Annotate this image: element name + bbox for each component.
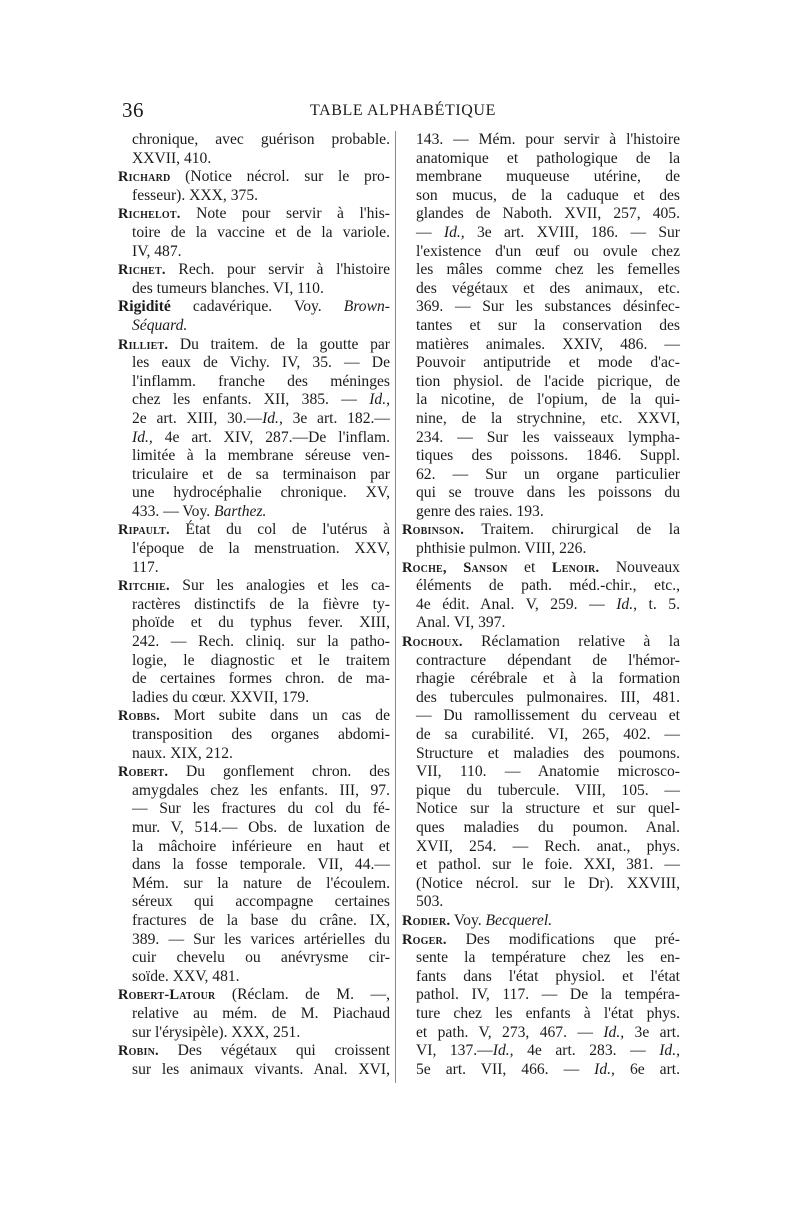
index-line [402, 763, 680, 782]
entry-text: pathol. IV, 117. — De la tempéra- [416, 986, 680, 1004]
entry-name: Robinson. [402, 522, 465, 539]
entry-text: nine, de la strychnine, etc. XXVI, [416, 409, 680, 427]
entry-name: Roger. [402, 931, 447, 948]
entry-text: (Notice nécrol. sur le pro- [170, 168, 390, 186]
entry-text: Pouvoir antiputride et mode d'ac- [416, 354, 680, 372]
entry-text: VI, 137.— [416, 1042, 493, 1060]
entry-text: 117. [132, 558, 159, 576]
index-line [402, 336, 680, 355]
entry-text: État du col de l'utérus à [169, 521, 390, 539]
index-line [402, 1042, 680, 1061]
entry-text: Du traitem. de la goutte par [168, 335, 390, 353]
entry-text: Id., [443, 223, 465, 241]
entry-name: Richard [118, 169, 171, 186]
entry-text: et path. V, 273, 467. — [416, 1023, 604, 1041]
index-line [402, 1005, 680, 1024]
index-line [402, 633, 680, 652]
index-line [402, 726, 680, 745]
index-line [118, 745, 390, 764]
entry-text: 3e art. 182.— [282, 409, 390, 427]
index-line [118, 447, 390, 466]
entry-name: Ripault. [118, 522, 170, 539]
index-line [402, 707, 680, 726]
entry-text: Structure et maladies des poumons. [416, 744, 680, 762]
index-line [118, 261, 390, 280]
index-line [402, 466, 680, 485]
entry-text: Id., [132, 428, 153, 446]
entry-text: XXVII, 410. [132, 149, 212, 167]
index-line [118, 782, 390, 801]
index-line [118, 503, 390, 522]
index-line [402, 838, 680, 857]
index-line [118, 224, 390, 243]
index-line [402, 205, 680, 224]
entry-text: Du gonflement chron. des [168, 763, 390, 781]
index-line [118, 838, 390, 857]
index-line [402, 819, 680, 838]
entry-name: Rodier. [402, 912, 451, 929]
index-line [402, 131, 680, 150]
entry-text: 234. — Sur les vaisseaux lympha- [416, 428, 680, 446]
index-line [402, 261, 680, 280]
entry-name: Robin. [118, 1043, 159, 1060]
entry-text: Voy. [450, 911, 486, 929]
entry-text: Id., [659, 1042, 680, 1060]
entry-text: éléments de path. méd.-chir., etc., [416, 577, 680, 595]
entry-text: Rigidité [118, 298, 171, 316]
index-line [402, 912, 680, 931]
entry-text: l'inflamm. franche des méninges [132, 372, 390, 390]
entry-text: qui se trouve dans les poissons du [416, 484, 680, 502]
entry-text: sur l'érysipèle). XXX, 251. [132, 1023, 301, 1041]
entry-text: 6e art. [614, 1060, 680, 1078]
index-line [118, 875, 390, 894]
entry-text: Notice sur la structure et sur quel- [416, 800, 680, 818]
entry-text: 2e art. XIII, 30.— [132, 409, 263, 427]
entry-name: Robbs. [118, 708, 160, 725]
entry-text: et [507, 558, 552, 576]
index-line [402, 280, 680, 299]
index-line [402, 168, 680, 187]
index-line [118, 986, 390, 1005]
index-line [402, 1061, 680, 1080]
entry-text: glandes de Naboth. XVII, 257, 405. [416, 205, 680, 223]
entry-text: Des végétaux qui croissent [158, 1042, 390, 1060]
entry-text: 143. — Mém. pour servir à l'histoire [416, 131, 680, 148]
entry-name: Rilliet. [118, 336, 169, 353]
column-divider [395, 131, 396, 1083]
index-line [402, 559, 680, 578]
entry-text: Id., [603, 1023, 625, 1041]
index-line [118, 168, 390, 187]
index-line [402, 391, 680, 410]
entry-text: 5e art. VII, 466. — [416, 1060, 595, 1078]
entry-text: Traitem. chirurgical de la [464, 521, 680, 539]
entry-text: Des modifications que pré- [446, 930, 680, 948]
entry-text: Id., [616, 595, 638, 613]
index-line [118, 968, 390, 987]
index-line [402, 373, 680, 392]
entry-text: des végétaux et des animaux, etc. [416, 279, 680, 297]
index-line [118, 893, 390, 912]
index-line [118, 652, 390, 671]
entry-text: ture chez les enfants à l'état phys. [416, 1004, 680, 1022]
right-column [402, 131, 680, 1079]
index-line [402, 429, 680, 448]
index-line [402, 745, 680, 764]
entry-text: sente la température chez les en- [416, 949, 680, 967]
entry-text: logie, le diagnostic et le traitem [132, 651, 390, 669]
entry-name: Richet. [118, 262, 166, 279]
index-line [402, 949, 680, 968]
entry-text: Mort subite dans un cas de [159, 707, 390, 725]
entry-text: anatomique et pathologique de la [416, 149, 680, 167]
entry-text: sur les animaux vivants. Anal. XVI, [132, 1060, 390, 1078]
index-line [118, 856, 390, 875]
entry-text: séreux qui accompagne certaines [132, 893, 390, 911]
entry-text: ractères distinctifs de la fièvre ty- [132, 595, 390, 613]
index-line [402, 931, 680, 950]
entry-text: membrane muqueuse utérine, de [416, 168, 680, 186]
entry-text: toire de la vaccine et de la variole. [132, 223, 390, 241]
index-line [118, 150, 390, 169]
page-number: 36 [122, 98, 144, 122]
index-line [118, 819, 390, 838]
index-line [402, 670, 680, 689]
index-line [118, 763, 390, 782]
entry-name: Rochoux. [402, 634, 463, 651]
entry-text: Mém. sur la nature de l'écoulem. [132, 874, 390, 892]
entry-text: Id., [492, 1042, 514, 1060]
index-line [118, 949, 390, 968]
entry-text: naux. XIX, 212. [132, 744, 233, 762]
entry-text: ladies du cœur. XXVII, 179. [132, 688, 310, 706]
index-line [402, 1024, 680, 1043]
entry-text: 503. [416, 893, 444, 911]
index-line [118, 633, 390, 652]
index-line [402, 540, 680, 559]
index-line [402, 243, 680, 262]
entry-text: Nouveaux [599, 558, 680, 576]
index-line [118, 559, 390, 578]
index-line [402, 800, 680, 819]
entry-text: Id., [594, 1060, 615, 1078]
index-line [118, 670, 390, 689]
index-line [118, 336, 390, 355]
entry-text: chronique, avec guérison probable. [132, 131, 390, 148]
index-line [402, 150, 680, 169]
entry-text: de sa curabilité. VI, 265, 402. — [416, 726, 680, 743]
entry-text: et pathol. sur le foie. XXI, 381. — [416, 856, 680, 874]
entry-text: Id., [262, 409, 283, 427]
index-line [118, 131, 390, 150]
index-line [118, 466, 390, 485]
entry-text: (Réclam. de M. —, [215, 986, 390, 1004]
entry-text: t. 5. [637, 595, 680, 613]
entry-text: les eaux de Vichy. IV, 35. — De [132, 354, 390, 372]
index-line [118, 205, 390, 224]
entry-text: une hydrocéphalie chronique. XV, [132, 484, 390, 502]
entry-text: 4e art. 283. — [513, 1042, 660, 1060]
entry-text: tion physiol. de l'acide picrique, de [416, 372, 680, 390]
index-line [118, 689, 390, 708]
index-line [402, 968, 680, 987]
entry-text: cadavérique. Voy. [170, 298, 344, 316]
index-line [118, 726, 390, 745]
entry-text: Réclamation relative à la [462, 633, 680, 651]
entry-text: 4e art. XIV, 287.—De l'inflam. [152, 428, 390, 446]
entry-text: la mâchoire inférieure en haut et [132, 837, 390, 855]
entry-text: l'époque de la menstruation. XXV, [132, 540, 390, 558]
index-line [118, 912, 390, 931]
index-line [402, 298, 680, 317]
index-line [118, 1024, 390, 1043]
entry-text: soïde. XXV, 481. [132, 967, 240, 985]
running-title: TABLE ALPHABÉTIQUE [310, 102, 496, 119]
entry-text: phthisie pulmon. VIII, 226. [416, 540, 587, 558]
index-line [118, 596, 390, 615]
entry-text: des tubercules pulmonaires. III, 481. [416, 688, 680, 706]
page-header [120, 98, 680, 124]
entry-text: l'existence d'un œuf ou ovule chez [416, 242, 680, 260]
index-line [118, 391, 390, 410]
entry-text: Anal. VI, 397. [416, 614, 506, 632]
entry-text: cuir chevelu ou anévrysme cir- [132, 949, 390, 967]
index-line [118, 1061, 390, 1080]
entry-text: Rech. pour servir à l'histoire [165, 261, 390, 279]
entry-text: — [416, 223, 444, 241]
entry-text: la nicotine, de l'opium, de la qui- [416, 391, 680, 409]
index-line [402, 893, 680, 912]
entry-text: mur. V, 514.— Obs. de luxation de [132, 818, 390, 836]
index-line [402, 652, 680, 671]
index-line [118, 931, 390, 950]
index-line [402, 614, 680, 633]
index-line [402, 224, 680, 243]
entry-text: triculaire et de sa terminaison par [132, 465, 390, 483]
index-line [402, 447, 680, 466]
entry-text: fants dans l'état physiol. et l'état [416, 967, 680, 985]
index-line [402, 317, 680, 336]
index-line [402, 354, 680, 373]
entry-text: — Sur les fractures du col du fé- [132, 800, 390, 818]
index-line [118, 280, 390, 299]
index-line [402, 689, 680, 708]
left-column [118, 131, 390, 1079]
entry-text: genre des raies. 193. [416, 502, 544, 520]
entry-text: rhagie cérébrale et à la formation [416, 670, 680, 688]
entry-text: 242. — Rech. cliniq. sur la patho- [132, 633, 390, 651]
index-line [118, 410, 390, 429]
index-line [118, 317, 390, 336]
entry-text: Brown- [343, 298, 390, 316]
entry-text: 3e art. XVIII, 186. — Sur [464, 223, 681, 241]
entry-text: 62. — Sur un organe particulier [416, 465, 680, 483]
entry-text: Barthez. [214, 502, 267, 520]
entry-text: Note pour servir à l'his- [180, 205, 390, 223]
index-line [118, 187, 390, 206]
entry-text: XVII, 254. — Rech. anat., phys. [416, 837, 680, 855]
entry-text: les mâles comme chez les femelles [416, 261, 680, 279]
entry-name: Ritchie. [118, 578, 170, 595]
entry-text: 433. — Voy. [132, 502, 215, 520]
entry-text: 369. — Sur les substances désinfec- [416, 298, 680, 316]
entry-text: Séquard. [132, 316, 188, 334]
index-line [402, 410, 680, 429]
entry-text: fractures de la base du crâne. IX, [132, 911, 390, 929]
index-line [402, 187, 680, 206]
entry-text: IV, 487. [132, 242, 182, 260]
index-line [118, 800, 390, 819]
entry-text: (Notice nécrol. sur le Dr). XXVIII, [416, 874, 680, 892]
index-line [118, 1042, 390, 1061]
entry-text: pique du tubercule. VIII, 105. — [416, 781, 680, 799]
index-line [118, 373, 390, 392]
entry-text: relative au mém. de M. Piachaud [132, 1004, 390, 1022]
index-line [402, 875, 680, 894]
entry-text: phoïde et du typhus fever. XIII, [132, 614, 390, 632]
index-line [402, 577, 680, 596]
entry-text: tiques des poissons. 1846. Suppl. [416, 447, 680, 465]
index-line [118, 1005, 390, 1024]
entry-text: limitée à la membrane séreuse ven- [132, 447, 390, 465]
entry-text: dans la fosse temporale. VII, 44.— [132, 856, 390, 874]
entry-text: tantes et sur la conservation des [416, 316, 680, 334]
index-line [402, 521, 680, 540]
index-line [118, 243, 390, 262]
index-line [118, 429, 390, 448]
entry-text: amygdales chez les enfants. III, 97. [132, 781, 390, 799]
entry-name: Roche, Sanson [402, 559, 508, 576]
entry-text: Becquerel. [485, 911, 553, 929]
entry-name: Lenoir. [551, 559, 600, 576]
entry-text: contracture dépendant de l'hémor- [416, 651, 680, 669]
entry-text: VII, 110. — Anatomie microsco- [416, 763, 680, 781]
entry-text: — Du ramollissement du cerveau et [416, 707, 680, 725]
index-line [118, 484, 390, 503]
entry-text: fesseur). XXX, 375. [132, 186, 259, 204]
index-line [402, 986, 680, 1005]
index-line [118, 707, 390, 726]
index-line [402, 484, 680, 503]
entry-text: de certaines formes chron. de ma- [132, 670, 390, 688]
entry-text: 3e art. [624, 1023, 680, 1041]
entry-text: 389. — Sur les varices artérielles du [132, 930, 390, 948]
entry-text: son mucus, de la caduque et des [416, 186, 680, 204]
entry-name: Robert. [118, 764, 169, 781]
entry-text: 4e édit. Anal. V, 259. — [416, 595, 617, 613]
entry-name: Robert-Latour [118, 987, 216, 1004]
entry-text: chez les enfants. XII, 385. — [132, 391, 370, 409]
entry-name: Richelot. [118, 206, 181, 223]
index-line [118, 614, 390, 633]
entry-text: Sur les analogies et les ca- [169, 577, 390, 595]
entry-text: Id., [369, 391, 390, 409]
index-line [402, 596, 680, 615]
index-line [118, 577, 390, 596]
index-line [118, 521, 390, 540]
index-line [402, 782, 680, 801]
index-line [118, 540, 390, 559]
index-line [402, 856, 680, 875]
index-line [402, 503, 680, 522]
entry-text: transposition des organes abdomi- [132, 726, 390, 743]
entry-text: matières animales. XXIV, 486. — [416, 335, 680, 353]
index-line [118, 298, 390, 317]
entry-text: ques maladies du poumon. Anal. [416, 818, 680, 836]
entry-text: des tumeurs blanches. VI, 110. [132, 279, 324, 297]
index-line [118, 354, 390, 373]
